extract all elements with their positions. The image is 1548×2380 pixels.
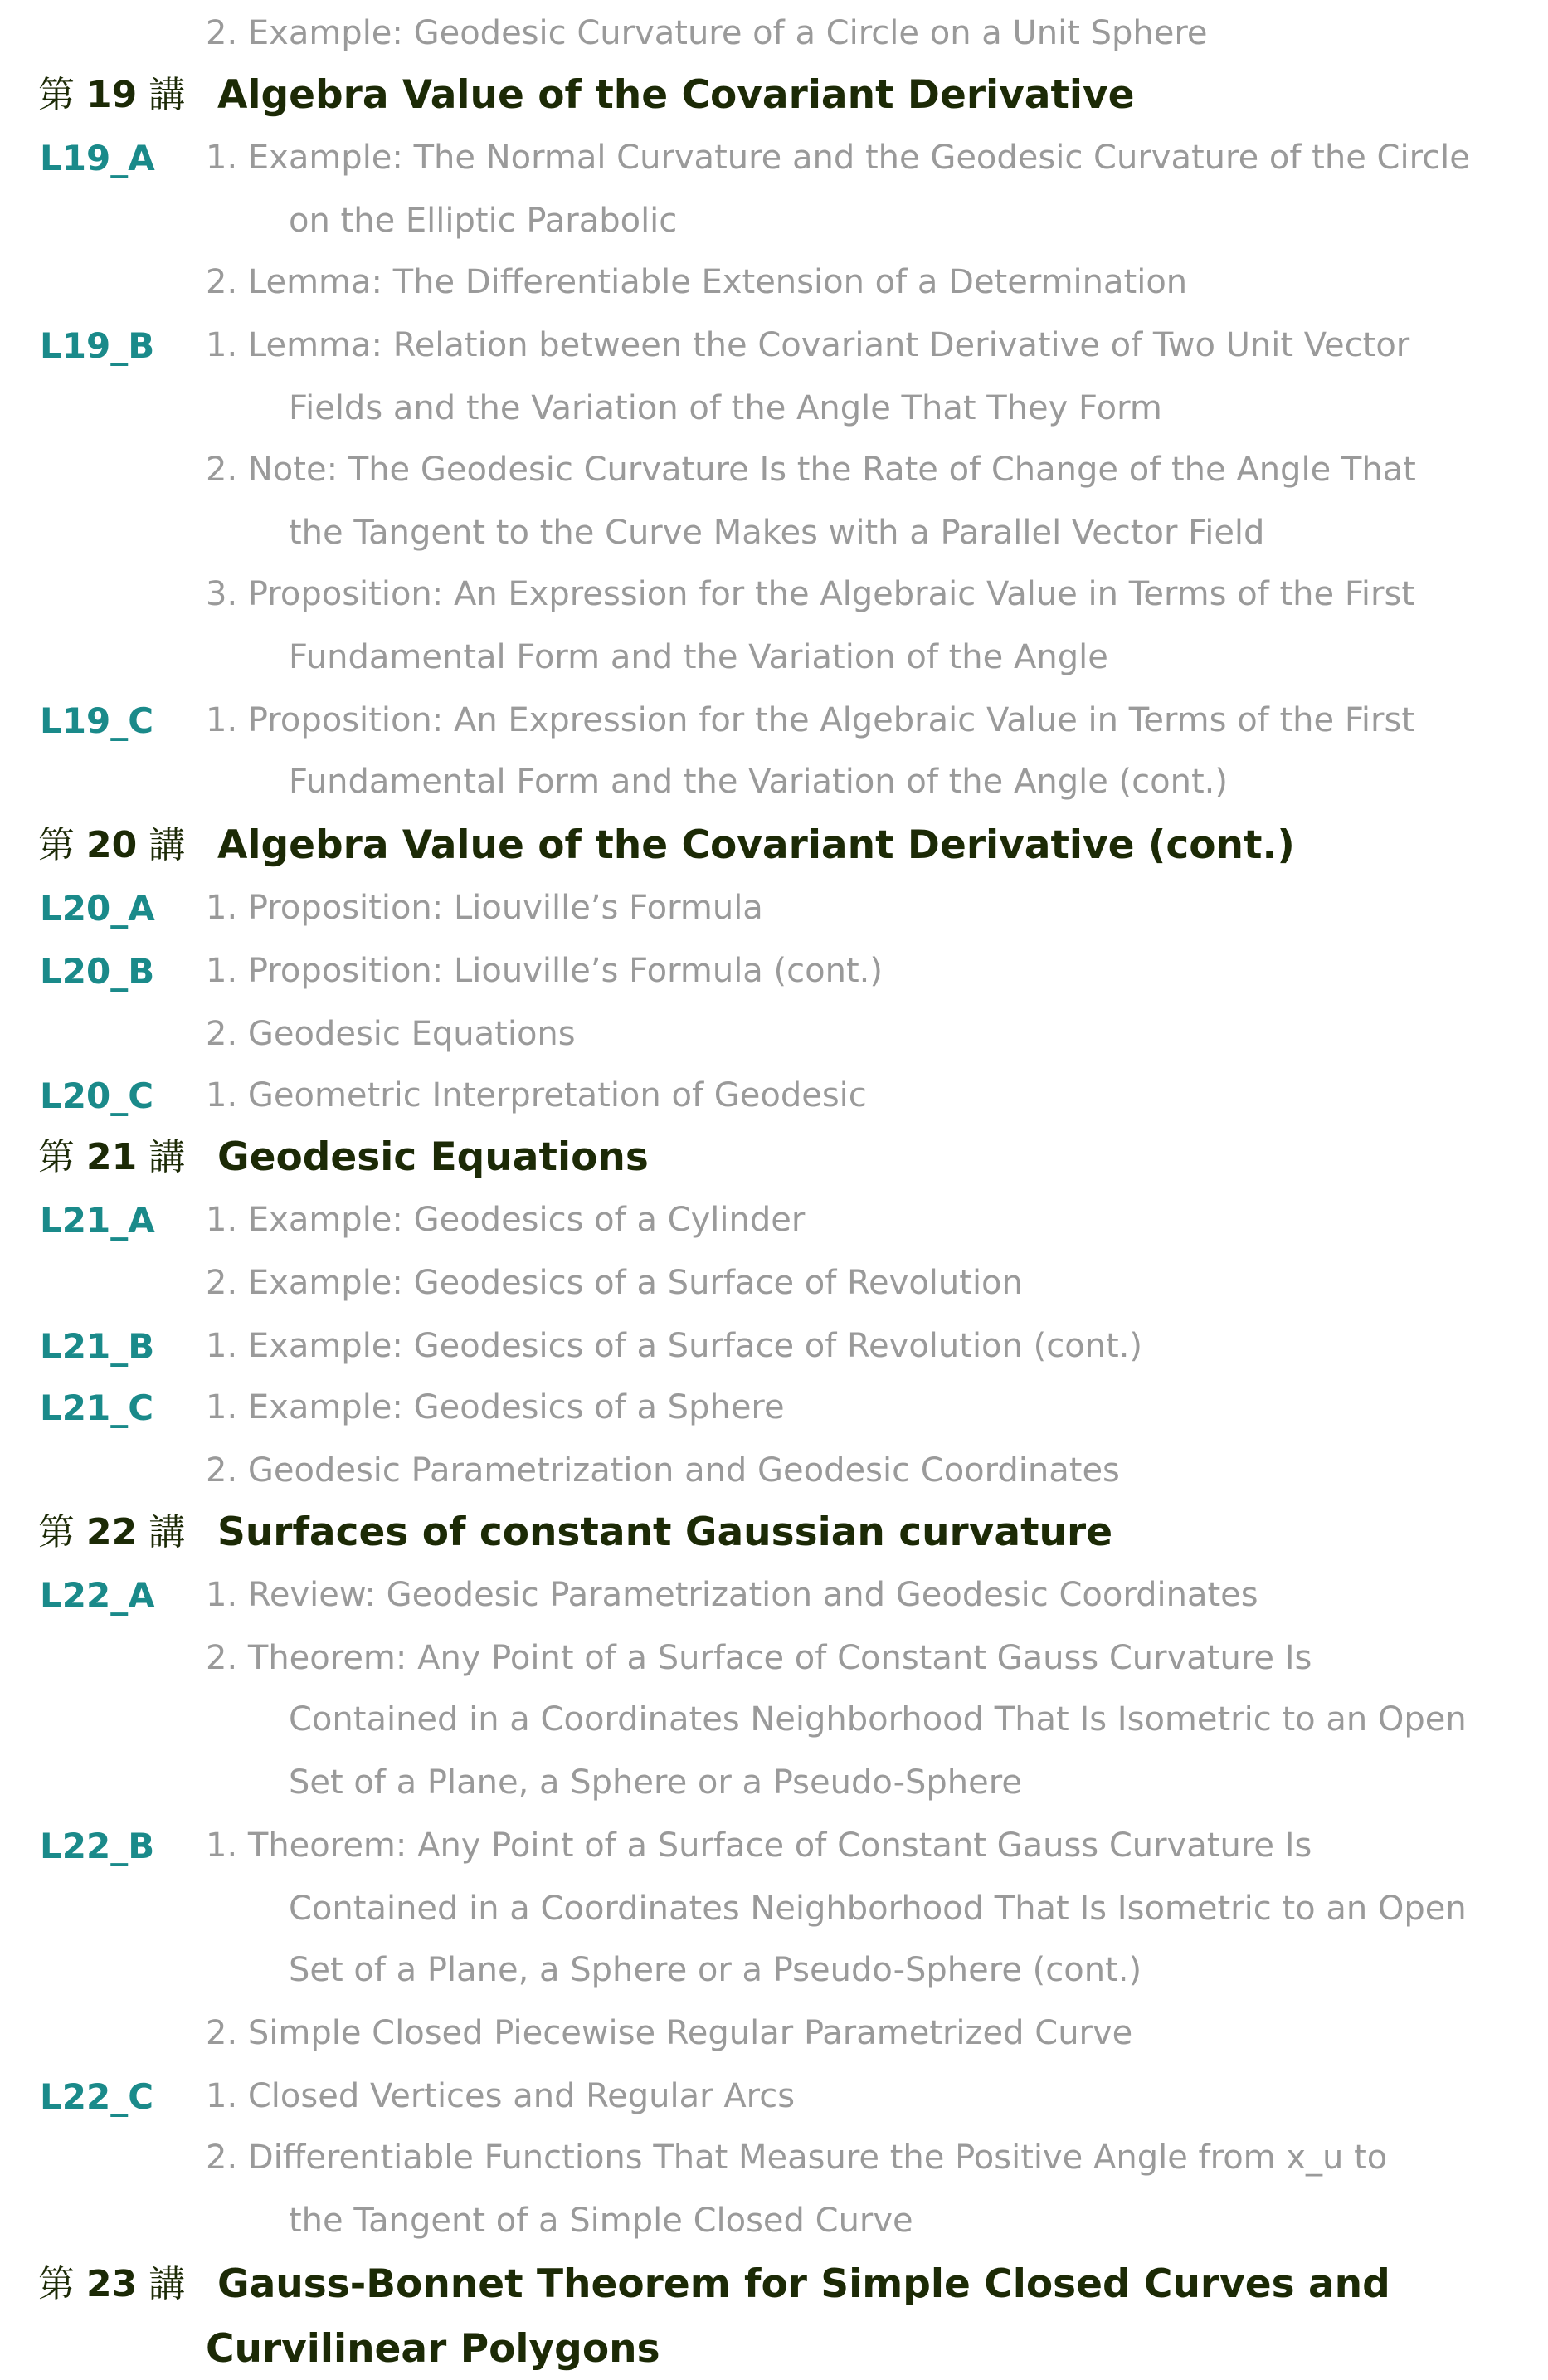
- topic-text: 2. Simple Closed Piecewise Regular Parametrized Curve: [206, 2014, 1133, 2052]
- topic-text: Fundamental Form and the Variation of the Angle (cont.): [289, 763, 1228, 801]
- topic-text: the Tangent to the Curve Makes with a Parallel Vector Field: [289, 514, 1265, 552]
- lecture-num: 21: [86, 1136, 138, 1178]
- lecture-prefix: 第: [38, 1511, 75, 1553]
- lecture-num: 23: [86, 2263, 138, 2305]
- lecture-num: 19: [86, 74, 138, 116]
- topic-text: on the Elliptic Parabolic: [289, 202, 678, 240]
- lecture-title: Algebra Value of the Covariant Derivative (cont.): [217, 822, 1295, 868]
- lecture-number: [38, 2253, 185, 2315]
- unit-code[interactable]: L19_C: [40, 700, 154, 741]
- topic-text: 2. Geodesic Equations: [206, 1015, 576, 1053]
- topic-text: 3. Proposition: An Expression for the Algebraic Value in Terms of the First: [206, 575, 1415, 613]
- topic-text: 1. Example: The Normal Curvature and the Geodesic Curvature of the Circle: [206, 139, 1470, 177]
- topic-text: 1. Proposition: Liouville’s Formula (cont.): [206, 952, 883, 990]
- topic-text: 1. Lemma: Relation between the Covariant Derivative of Two Unit Vector: [206, 326, 1410, 364]
- unit-code[interactable]: L21_C: [40, 1388, 154, 1428]
- topic-text: 1. Proposition: An Expression for the Algebraic Value in Terms of the First: [206, 701, 1415, 739]
- lecture-title: Gauss-Bonnet Theorem for Simple Closed Curves and: [217, 2261, 1390, 2307]
- lecture-number: [38, 1501, 185, 1563]
- topic-text: Set of a Plane, a Sphere or a Pseudo-Sphere (cont.): [289, 1951, 1142, 1989]
- unit-code[interactable]: L21_B: [40, 1326, 155, 1367]
- topic-text: Contained in a Coordinates Neighborhood That Is Isometric to an Open: [289, 1700, 1467, 1739]
- topic-text: 2. Note: The Geodesic Curvature Is the Rate of Change of the Angle That: [206, 451, 1416, 489]
- lecture-suffix: 講: [148, 2263, 186, 2305]
- topic-text: Contained in a Coordinates Neighborhood That Is Isometric to an Open: [289, 1890, 1467, 1928]
- topic-text: 2. Example: Geodesic Curvature of a Circle on a Unit Sphere: [206, 14, 1208, 52]
- unit-code[interactable]: L22_A: [40, 1575, 155, 1616]
- unit-code[interactable]: L20_A: [40, 888, 155, 929]
- topic-text: 2. Differentiable Functions That Measure the Positive Angle from x_u to: [206, 2139, 1388, 2177]
- lecture-suffix: 講: [148, 1136, 186, 1178]
- topic-text: 2. Example: Geodesics of a Surface of Revolution: [206, 1264, 1023, 1302]
- unit-code[interactable]: L22_C: [40, 2076, 154, 2117]
- lecture-title: Surfaces of constant Gaussian curvature: [217, 1509, 1113, 1555]
- unit-code[interactable]: L19_A: [40, 138, 155, 178]
- lecture-suffix: 講: [148, 1511, 186, 1553]
- topic-text: 2. Lemma: The Differentiable Extension of a Determination: [206, 263, 1188, 301]
- unit-code[interactable]: L22_B: [40, 1826, 155, 1866]
- lecture-suffix: 講: [148, 74, 186, 116]
- topic-text: Set of a Plane, a Sphere or a Pseudo-Sphere: [289, 1763, 1022, 1802]
- topic-text: the Tangent of a Simple Closed Curve: [289, 2202, 913, 2240]
- lecture-prefix: 第: [38, 1136, 75, 1178]
- topic-text: 1. Geometric Interpretation of Geodesic: [206, 1076, 867, 1114]
- lecture-number: [38, 64, 185, 126]
- lecture-prefix: 第: [38, 2263, 75, 2305]
- topic-text: 1. Example: Geodesics of a Sphere: [206, 1388, 785, 1427]
- lecture-title: Algebra Value of the Covariant Derivative: [217, 72, 1135, 118]
- topic-text: Fields and the Variation of the Angle That They Form: [289, 389, 1162, 427]
- unit-code[interactable]: L21_A: [40, 1200, 155, 1241]
- lecture-prefix: 第: [38, 74, 75, 116]
- topic-text: Fundamental Form and the Variation of the Angle: [289, 638, 1108, 676]
- unit-code[interactable]: L19_B: [40, 325, 155, 366]
- lecture-number: [38, 1126, 185, 1188]
- lecture-prefix: 第: [38, 824, 75, 866]
- topic-text: 1. Proposition: Liouville’s Formula: [206, 889, 763, 927]
- topic-text: 2. Theorem: Any Point of a Surface of Constant Gauss Curvature Is: [206, 1639, 1312, 1677]
- topic-text: 1. Example: Geodesics of a Cylinder: [206, 1201, 806, 1239]
- lecture-suffix: 講: [148, 824, 186, 866]
- lecture-num: 22: [86, 1511, 138, 1553]
- topic-text: 1. Example: Geodesics of a Surface of Revolution (cont.): [206, 1327, 1143, 1365]
- lecture-num: 20: [86, 824, 138, 866]
- unit-code[interactable]: L20_C: [40, 1075, 154, 1116]
- unit-code[interactable]: L20_B: [40, 951, 155, 992]
- topic-text: 2. Geodesic Parametrization and Geodesic Coordinates: [206, 1451, 1120, 1490]
- lecture-title: Curvilinear Polygons: [206, 2326, 660, 2372]
- topic-text: 1. Theorem: Any Point of a Surface of Constant Gauss Curvature Is: [206, 1826, 1312, 1865]
- topic-text: 1. Closed Vertices and Regular Arcs: [206, 2077, 796, 2115]
- lecture-title: Geodesic Equations: [217, 1134, 649, 1180]
- topic-text: 1. Review: Geodesic Parametrization and Geodesic Coordinates: [206, 1576, 1258, 1614]
- lecture-number: [38, 814, 185, 876]
